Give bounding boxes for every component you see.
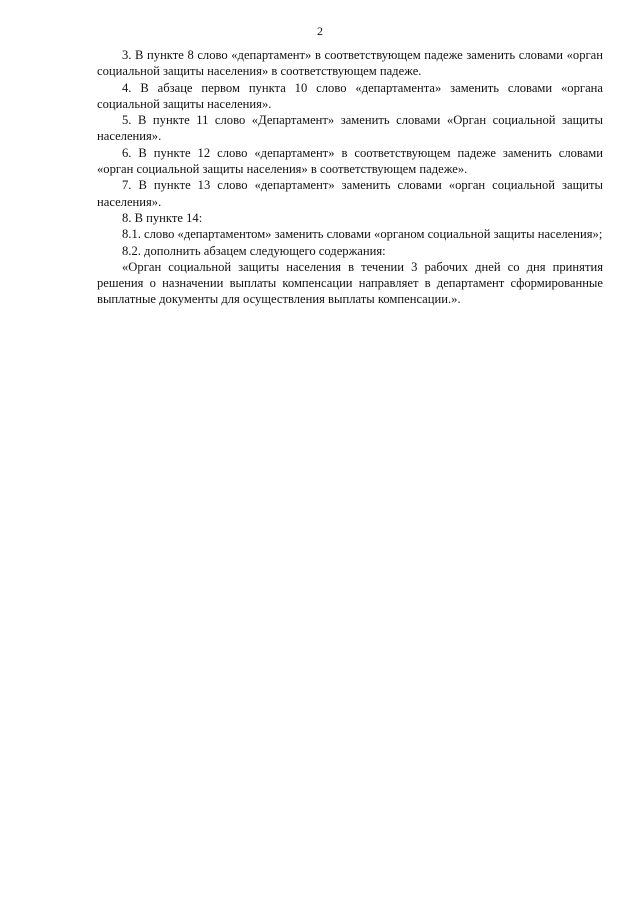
paragraph-quote: «Орган социальной защиты населения в течении 3 рабочих дней со дня принятия решения о назначении выплаты компенсации направляет в департамент сформированные выплатные документы для осуществления выплаты компенсации.». <box>97 259 603 307</box>
paragraph-item-8-2: 8.2. дополнить абзацем следующего содержания: <box>122 243 386 258</box>
paragraph-item-4: 4. В абзаце первом пункта 10 слово «департамента» заменить словами «органа социальной защиты населения». <box>97 80 603 111</box>
paragraph-item-8-1: 8.1. слово «департаментом» заменить словами «органом социальной защиты населения»; <box>122 227 603 242</box>
document-body <box>97 47 603 308</box>
paragraph-item-7: 7. В пункте 13 слово «департамент» заменить словами «орган социальной защиты населения». <box>97 178 603 209</box>
paragraph-item-3: 3. В пункте 8 слово «департамент» в соответствующем падеже заменить словами «орган социальной защиты населения» в соответствующем падеже. <box>97 48 603 79</box>
page-number: 2 <box>317 24 323 38</box>
paragraph-item-5: 5. В пункте 11 слово «Департамент» заменить словами «Орган социальной защиты населения». <box>97 113 603 144</box>
paragraph-item-6: 6. В пункте 12 слово «департамент» в соответствующем падеже заменить словами «орган социальной защиты населения» в соответствующем падеже». <box>97 145 603 177</box>
paragraph-item-8: 8. В пункте 14: <box>122 210 203 225</box>
